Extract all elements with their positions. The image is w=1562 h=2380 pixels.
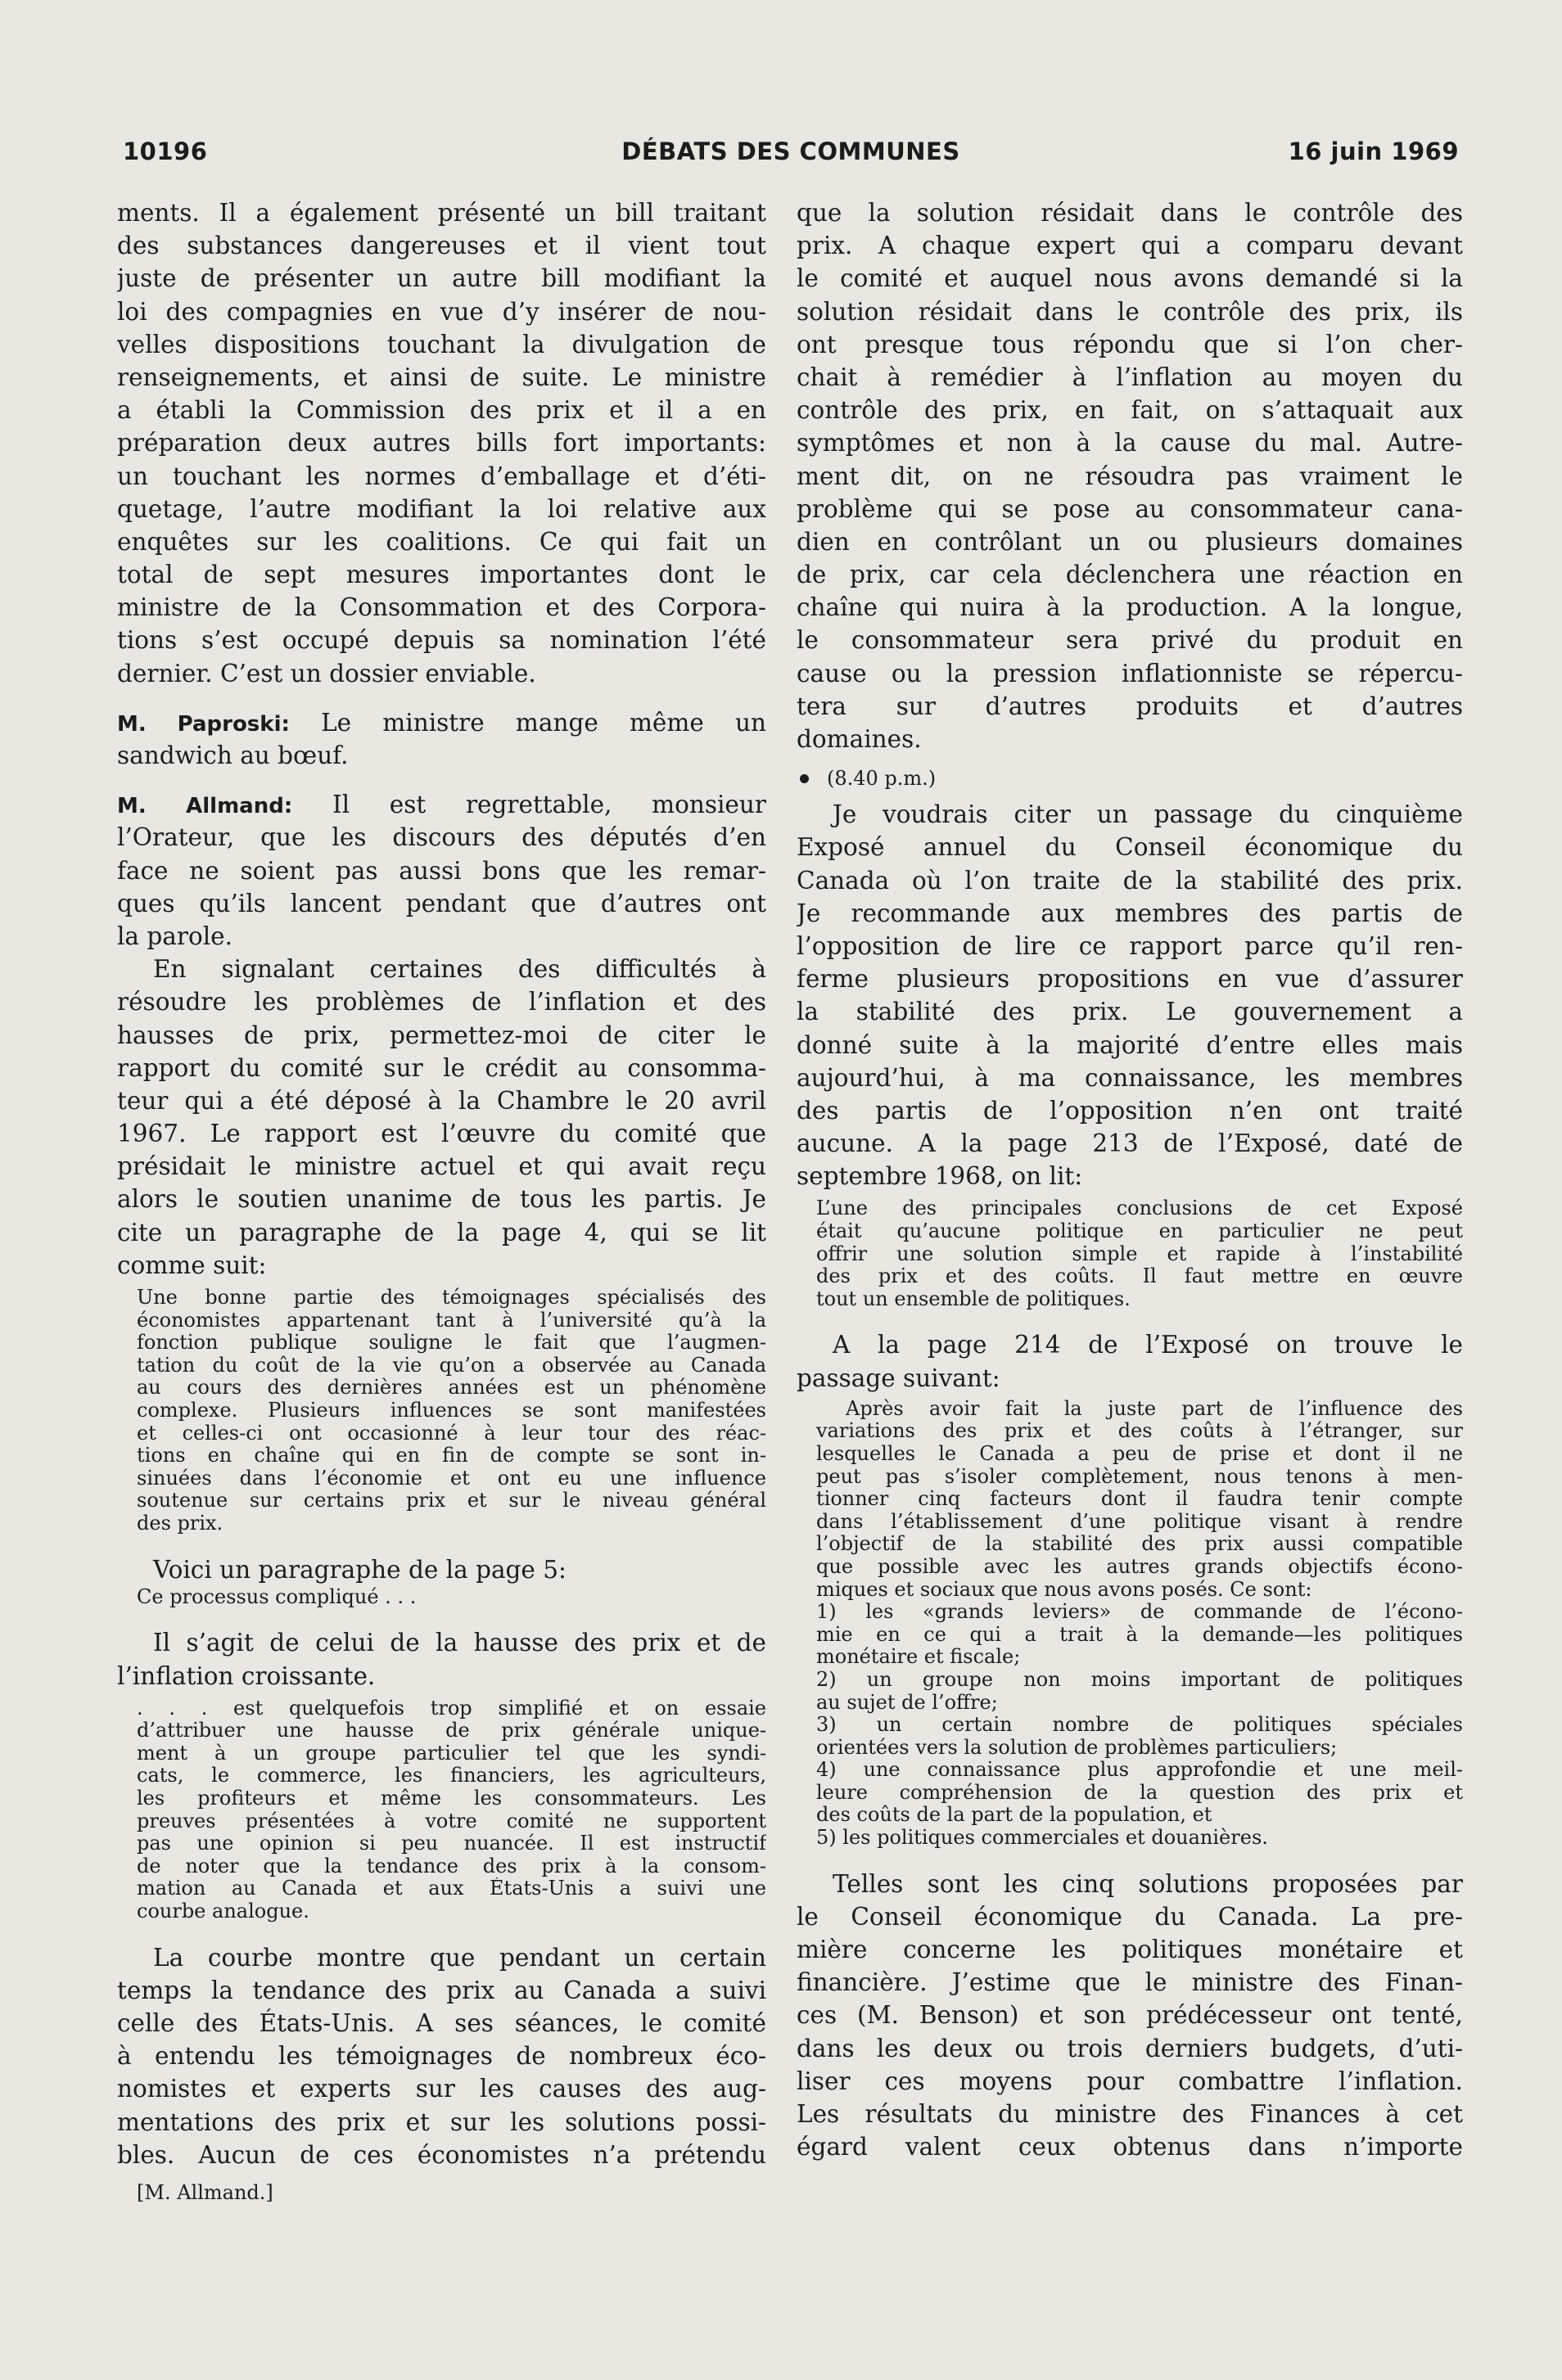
paragraph — [797, 798, 1463, 1192]
text-line: l’objectif de la stabilité des prix aussi compatible — [816, 1533, 1463, 1556]
text-line: le Conseil économique du Canada. La pre- — [797, 1902, 1463, 1931]
text-line: chaîne qui nuira à la production. A la longue, — [797, 593, 1463, 622]
text-line: tions s’est occupé depuis sa nomination l’été — [117, 626, 766, 655]
text-line: liser ces moyens pour combattre l’inflation. — [797, 2067, 1463, 2095]
text-line: pas une opinion si peu nuancée. Il est instructif — [137, 1832, 766, 1855]
text-line: domaines. — [797, 725, 922, 753]
block-quote — [117, 1586, 766, 1609]
text-line: Il s’agit de celui de la hausse des prix et de — [153, 1629, 766, 1657]
text-line: soutenue sur certains prix et sur le niveau général — [137, 1490, 766, 1512]
text-line: alors le soutien unanime de tous les partis. Je — [117, 1185, 766, 1214]
text-line: un touchant les normes d’emballage et d’éti- — [117, 462, 766, 490]
text-line: En signalant certaines des difficultés à — [153, 955, 766, 984]
text-line: enquêtes sur les coalitions. Ce qui fait un — [117, 527, 766, 556]
text-line: économistes appartenant tant à l’université qu’à la — [137, 1309, 766, 1332]
list-item-line: 4) une connaissance plus approfondie et une meil- — [816, 1759, 1463, 1782]
text-line: Telles sont les cinq solutions proposées par — [833, 1869, 1463, 1898]
text-line: de prix, car cela déclenchera une réaction en — [797, 561, 1463, 589]
text-line: la stabilité des prix. Le gouvernement a — [797, 998, 1463, 1026]
list-item-line: mie en ce qui a trait à la demande—les politiques — [816, 1623, 1463, 1646]
text-line: offrir une solution simple et rapide à l’instabilité — [816, 1242, 1463, 1265]
text-line: ministre de la Consommation et des Corpora- — [117, 593, 766, 622]
list-item-line: 3) un certain nombre de politiques spéciales — [816, 1714, 1463, 1737]
text-line: dans l’établissement d’une politique visant à rendre — [816, 1510, 1463, 1533]
text-line: mière concerne les politiques monétaire et — [797, 1936, 1463, 1964]
text-line: symptômes et non à la cause du mal. Autre- — [797, 429, 1463, 458]
text-line: solution résidait dans le contrôle des prix, ils — [797, 297, 1463, 326]
text-line: mentations des prix et sur les solutions possi- — [117, 2107, 766, 2136]
text-line: velles dispositions touchant la divulgation de — [117, 330, 766, 358]
text-line: prix. A chaque expert qui a comparu devant — [797, 232, 1463, 260]
text-line: problème qui se pose au consommateur cana- — [797, 494, 1463, 523]
text-line: preuves présentées à votre comité ne supportent — [137, 1810, 766, 1832]
list-item-line: leure compréhension de la question des prix et — [816, 1781, 1463, 1804]
text-line: ferme plusieurs propositions en vue d’assurer — [797, 965, 1463, 994]
bullet-icon — [800, 774, 809, 783]
text-line — [117, 706, 766, 739]
list-item-line: 1) les «grands leviers» de commande de l’écono- — [816, 1601, 1463, 1624]
text-line: fonction publique souligne le fait que l’augmen- — [137, 1332, 766, 1355]
text-line: tera sur d’autres produits et d’autres — [797, 692, 1463, 720]
text-line: nomistes et experts sur les causes des aug- — [117, 2075, 766, 2103]
text-line: quetage, l’autre modifiant la loi relative aux — [117, 494, 766, 523]
text-line: que la solution résidait dans le contrôle des — [797, 199, 1463, 227]
page-number: 10196 — [123, 137, 208, 165]
text-line: ces (M. Benson) et son prédécesseur ont tenté, — [797, 2001, 1463, 2030]
text-line: des substances dangereuses et il vient tout — [117, 232, 766, 260]
paragraph — [797, 1328, 1463, 1394]
publication-title: DÉBATS DES COMMUNES — [621, 137, 960, 165]
text-line: complexe. Plusieurs influences se sont manifestées — [137, 1399, 766, 1422]
paragraph — [797, 1868, 1463, 2164]
text-line: miques et sociaux que nous avons posés. Ce sont: — [816, 1578, 1312, 1601]
text-line: teur qui a été déposé à la Chambre le 20 avril — [117, 1086, 766, 1115]
text-line: passage suivant: — [797, 1364, 1000, 1392]
text-line: le comité et auquel nous avons demandé si la — [797, 264, 1463, 293]
text-line: L’une des principales conclusions de cet Exposé — [816, 1197, 1463, 1220]
text-line: présidait le ministre actuel et qui avait reçu — [117, 1152, 766, 1181]
text-line: variations des prix et des coûts à l’étranger, sur — [816, 1420, 1463, 1443]
text-line: d’attribuer une hausse de prix générale unique- — [137, 1720, 766, 1742]
text-line: comme suit: — [117, 1251, 267, 1279]
text-line: lesquelles le Canada a peu de prise et dont il ne — [816, 1442, 1463, 1465]
text-line: Canada où l’on traite de la stabilité des prix. — [797, 866, 1463, 895]
text-line: cite un paragraphe de la page 4, qui se lit — [117, 1218, 766, 1246]
text-line: aujourd’hui, à ma connaissance, les membres — [797, 1063, 1463, 1092]
text-line: dien en contrôlant un ou plusieurs domaines — [797, 527, 1463, 556]
text-line: tions en chaîne qui en fin de compte se sont in- — [137, 1445, 766, 1467]
time-text: (8.40 p.m.) — [827, 767, 937, 791]
text-line — [117, 788, 766, 821]
paragraph — [117, 1553, 766, 1586]
block-quote — [117, 1287, 766, 1535]
time-line — [797, 767, 1463, 790]
text-line: loi des compagnies en vue d’y insérer de nou- — [117, 297, 766, 326]
text-line: cause ou la pression inflationniste se répercu- — [797, 659, 1463, 687]
text-line: Une bonne partie des témoignages spécialisés des — [137, 1287, 766, 1309]
text-line: ment à un groupe particulier tel que les syndi- — [137, 1742, 766, 1765]
text-line: mation au Canada et aux États-Unis a suivi une — [137, 1877, 766, 1900]
text-line: rapport du comité sur le crédit au consomma- — [117, 1053, 766, 1082]
list-item-line: monétaire et fiscale; — [816, 1646, 1021, 1669]
speech-paproski — [117, 706, 766, 772]
text-line: résoudre les problèmes de l’inflation et des — [117, 988, 766, 1016]
text-line: Les résultats du ministre des Finances à cet — [797, 2099, 1463, 2128]
text-line: renseignements, et ainsi de suite. Le ministre — [117, 363, 766, 391]
text-line: que possible avec les autres grands objectifs écono- — [816, 1555, 1463, 1578]
numbered-list — [797, 1601, 1463, 1850]
right-column — [797, 196, 1463, 2341]
paragraph — [797, 196, 1463, 755]
text-line: des partis de l’opposition n’en ont traité — [797, 1096, 1463, 1125]
text-line: A la page 214 de l’Exposé on trouve le — [833, 1331, 1463, 1359]
list-item-line: des coûts de la part de la population, et — [816, 1804, 1212, 1827]
text-line: Après avoir fait la juste part de l’influence des — [846, 1397, 1463, 1420]
text-line: Je recommande aux membres des partis de — [797, 899, 1463, 927]
list-item-line: au sujet de l’offre; — [816, 1691, 998, 1714]
text-line: . . . est quelquefois trop simplifié et on essaie — [137, 1697, 766, 1720]
speaker-name: M. Allmand: — [117, 794, 293, 819]
text-line: le consommateur sera privé du produit en — [797, 626, 1463, 655]
text-line: de noter que la tendance des prix à la consom- — [137, 1855, 766, 1877]
text-line: ont presque tous répondu que si l’on cher- — [797, 330, 1463, 358]
text-line: donné suite à la majorité d’entre elles mais — [797, 1030, 1463, 1059]
text-line: juste de présenter un autre bill modifiant la — [117, 264, 766, 293]
text-line: des prix et des coûts. Il faut mettre en œuvre — [816, 1265, 1463, 1288]
text-line: ment dit, on ne résoudra pas vraiment le — [797, 462, 1463, 490]
page-date: 16 juin 1969 — [1288, 137, 1459, 165]
speech-allmand — [117, 788, 766, 953]
text-line: et celles-ci ont occasionné à leur tour des réac- — [137, 1422, 766, 1445]
signature — [117, 2178, 766, 2207]
text-line: à entendu les témoignages de nombreux éco- — [117, 2042, 766, 2071]
list-item-line: 5) les politiques commerciales et douanières. — [816, 1827, 1268, 1850]
text-line: celle des États-Unis. A ses séances, le comité — [117, 2009, 766, 2037]
speech-text: Le ministre mange même un — [321, 708, 766, 737]
text-line: septembre 1968, on lit: — [797, 1162, 1083, 1191]
paragraph — [117, 1941, 766, 2171]
text-line: contrôle des prix, en fait, on s’attaquait aux — [797, 396, 1463, 425]
text-line: sinuées dans l’économie et ont eu une influence — [137, 1467, 766, 1490]
text-line: préparation deux autres bills fort importants: — [117, 429, 766, 458]
text-line: ques qu’ils lancent pendant que d’autres ont — [117, 889, 766, 917]
text-line: cats, le commerce, les financiers, les agriculteurs, — [137, 1765, 766, 1787]
signature-text: [M. Allmand.] — [137, 2180, 273, 2204]
paragraph — [117, 1626, 766, 1692]
text-line: sandwich au bœuf. — [117, 741, 349, 769]
block-quote — [117, 1697, 766, 1923]
text-line: Je voudrais citer un passage du cinquième — [833, 800, 1463, 829]
list-item-line: orientées vers la solution de problèmes particuliers; — [816, 1736, 1338, 1759]
text-line: courbe analogue. — [137, 1900, 309, 1923]
speaker-name: M. Paproski: — [117, 711, 290, 737]
time-stamp — [797, 767, 1463, 790]
text-line: tionner cinq facteurs dont il faudra tenir compte — [816, 1488, 1463, 1511]
text-line: peut pas s’isoler complètement, nous tenons à men- — [816, 1465, 1463, 1488]
block-quote — [797, 1197, 1463, 1310]
text-line: face ne soient pas aussi bons que les remar- — [117, 856, 766, 885]
text-line: la parole. — [117, 922, 233, 950]
left-column — [117, 196, 766, 2349]
text-line: Voici un paragraphe de la page 5: — [153, 1555, 567, 1584]
text-line: l’inflation croissante. — [117, 1661, 376, 1690]
text-line: total de sept mesures importantes dont le — [117, 561, 766, 589]
text-line: dans les deux ou trois derniers budgets, d’uti- — [797, 2034, 1463, 2062]
text-line: l’Orateur, que les discours des députés d’en — [117, 823, 766, 852]
paragraph — [117, 953, 766, 1282]
text-line: temps la tendance des prix au Canada a suivi — [117, 1976, 766, 2004]
text-line: égard valent ceux obtenus dans n’importe — [797, 2133, 1463, 2161]
text-line: les profiteurs et même les consommateurs. Les — [137, 1787, 766, 1810]
text-line: 1967. Le rapport est l’œuvre du comité que — [117, 1120, 766, 1148]
text-line: dernier. C’est un dossier enviable. — [117, 659, 536, 687]
text-line: a établi la Commission des prix et il a en — [117, 396, 766, 425]
text-line: hausses de prix, permettez-moi de citer le — [117, 1021, 766, 1049]
speech-text: Il est regrettable, monsieur — [332, 791, 766, 819]
text-line: La courbe montre que pendant un certain — [153, 1943, 766, 1972]
text-line: au cours des dernières années est un phénomène — [137, 1377, 766, 1400]
running-header — [123, 137, 1459, 177]
list-item-line: 2) un groupe non moins important de politiques — [816, 1668, 1463, 1691]
text-line: l’opposition de lire ce rapport parce qu’il ren- — [797, 931, 1463, 960]
text-line: financière. J’estime que le ministre des Finan- — [797, 1968, 1463, 1997]
text-line: bles. Aucun de ces économistes n’a prétendu — [117, 2140, 766, 2169]
text-line: ments. Il a également présenté un bill traitant — [117, 199, 766, 227]
text-line: Exposé annuel du Conseil économique du — [797, 833, 1463, 862]
text-line: aucune. A la page 213 de l’Exposé, daté de — [797, 1129, 1463, 1158]
block-quote — [797, 1398, 1463, 1601]
text-line: Ce processus compliqué . . . — [137, 1585, 417, 1608]
paragraph — [117, 196, 766, 690]
text-line: était qu’aucune politique en particulier ne peut — [816, 1220, 1463, 1243]
text-line: des prix. — [137, 1512, 223, 1535]
text-line: chait à remédier à l’inflation au moyen du — [797, 363, 1463, 391]
text-line: tation du coût de la vie qu’on a observée au Canada — [137, 1354, 766, 1377]
text-line: tout un ensemble de politiques. — [816, 1287, 1131, 1310]
